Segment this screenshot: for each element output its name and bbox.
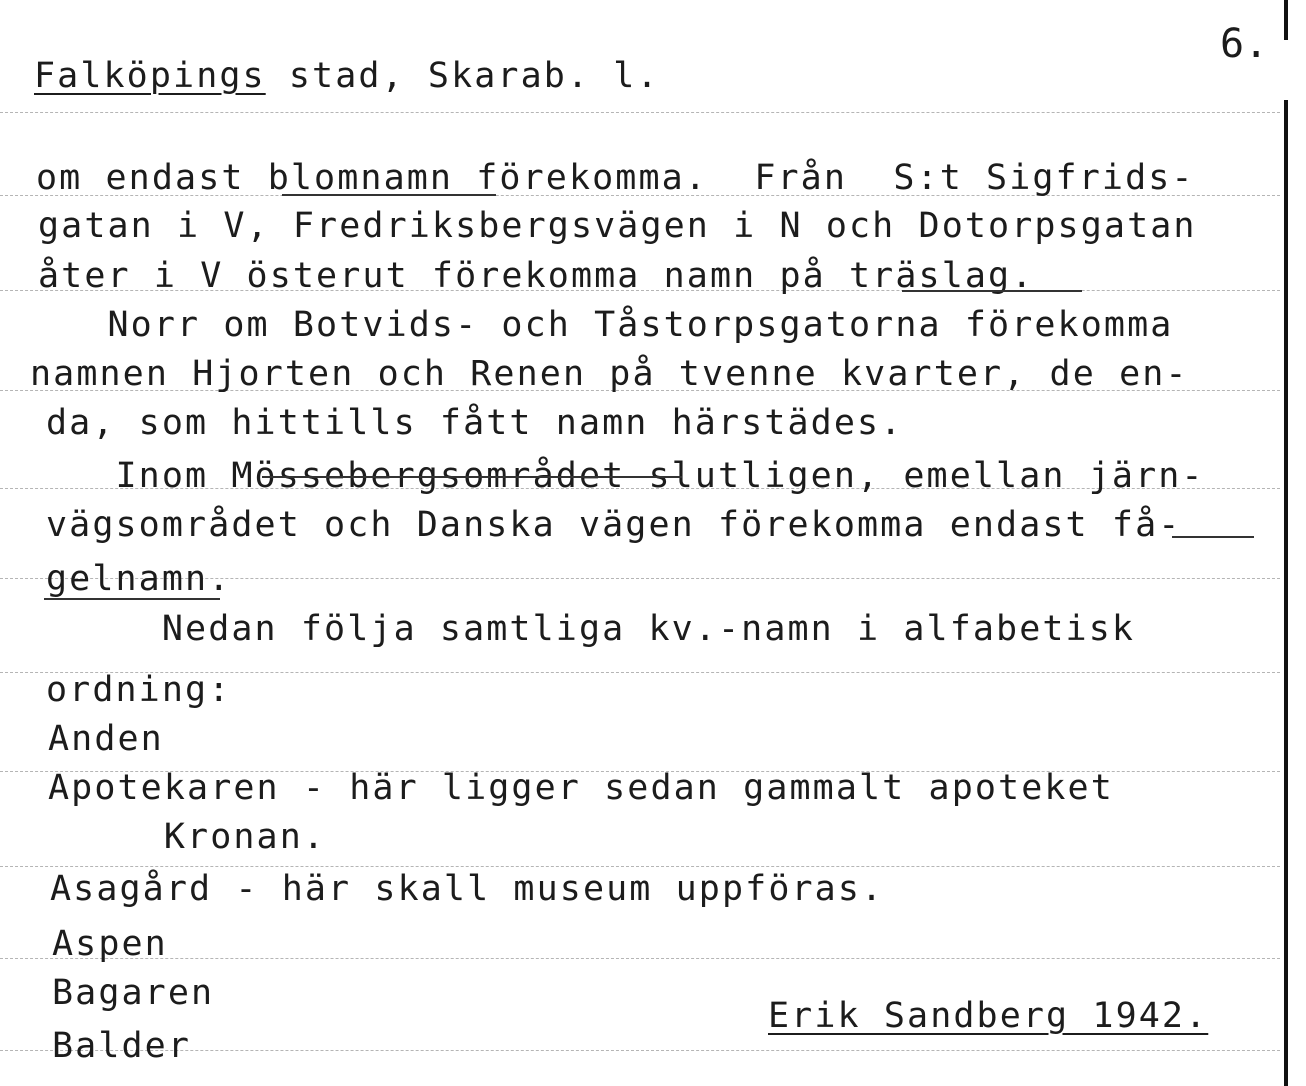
text-line: om endast blomnamn förekomma. Från S:t Sigfrids-: [36, 158, 1195, 198]
ruled-line: [0, 866, 1280, 867]
list-item: Apotekaren - här ligger sedan gammalt apoteket: [48, 768, 1114, 808]
text-line: Inom Mössebergsområdet slutligen, emellan järn-: [46, 456, 1205, 496]
underline-traslag: [902, 290, 1082, 292]
list-item: Aspen: [52, 924, 168, 964]
underline-fa: [1172, 536, 1254, 538]
text-line: da, som hittills fått namn härstädes.: [46, 403, 904, 443]
header-rest: stad, Skarab. l.: [265, 56, 660, 96]
list-item: Kronan.: [48, 817, 327, 857]
ruled-line: [0, 112, 1280, 113]
card-header: [34, 56, 660, 96]
text-line: Nedan följa samtliga kv.-namn i alfabetisk: [46, 609, 1136, 649]
underline-gelnamn: [44, 598, 220, 600]
list-item: Balder: [52, 1026, 192, 1066]
text-line: ordning:: [46, 670, 232, 710]
list-item: Asagård - här skall museum uppföras.: [50, 869, 885, 909]
text-line: åter i V österut förekomma namn på träslag.: [38, 256, 1035, 296]
header-place: Falköpings: [34, 56, 266, 96]
text-line: namnen Hjorten och Renen på tvenne kvarter, de en-: [30, 354, 1189, 394]
underline-blomnamn: [282, 194, 496, 196]
signature: Erik Sandberg 1942.: [768, 996, 1209, 1036]
text-line: vägsområdet och Danska vägen förekomma endast få-: [46, 505, 1182, 545]
card-edge-gap: [1284, 40, 1288, 100]
page-number: 6.: [1220, 21, 1269, 67]
text-line: gatan i V, Fredriksbergsvägen i N och Dotorpsgatan: [38, 206, 1197, 246]
card-edge: [1284, 0, 1288, 1086]
list-item: Bagaren: [52, 973, 215, 1013]
strike-mossebergsomradet: [262, 476, 682, 478]
ruled-line: [0, 1050, 1280, 1051]
list-item: Anden: [48, 719, 164, 759]
text-line: gelnamn.: [46, 559, 232, 599]
text-line: Norr om Botvids- och Tåstorpsgatorna förekomma: [38, 305, 1174, 345]
ruled-line: [0, 958, 1280, 959]
